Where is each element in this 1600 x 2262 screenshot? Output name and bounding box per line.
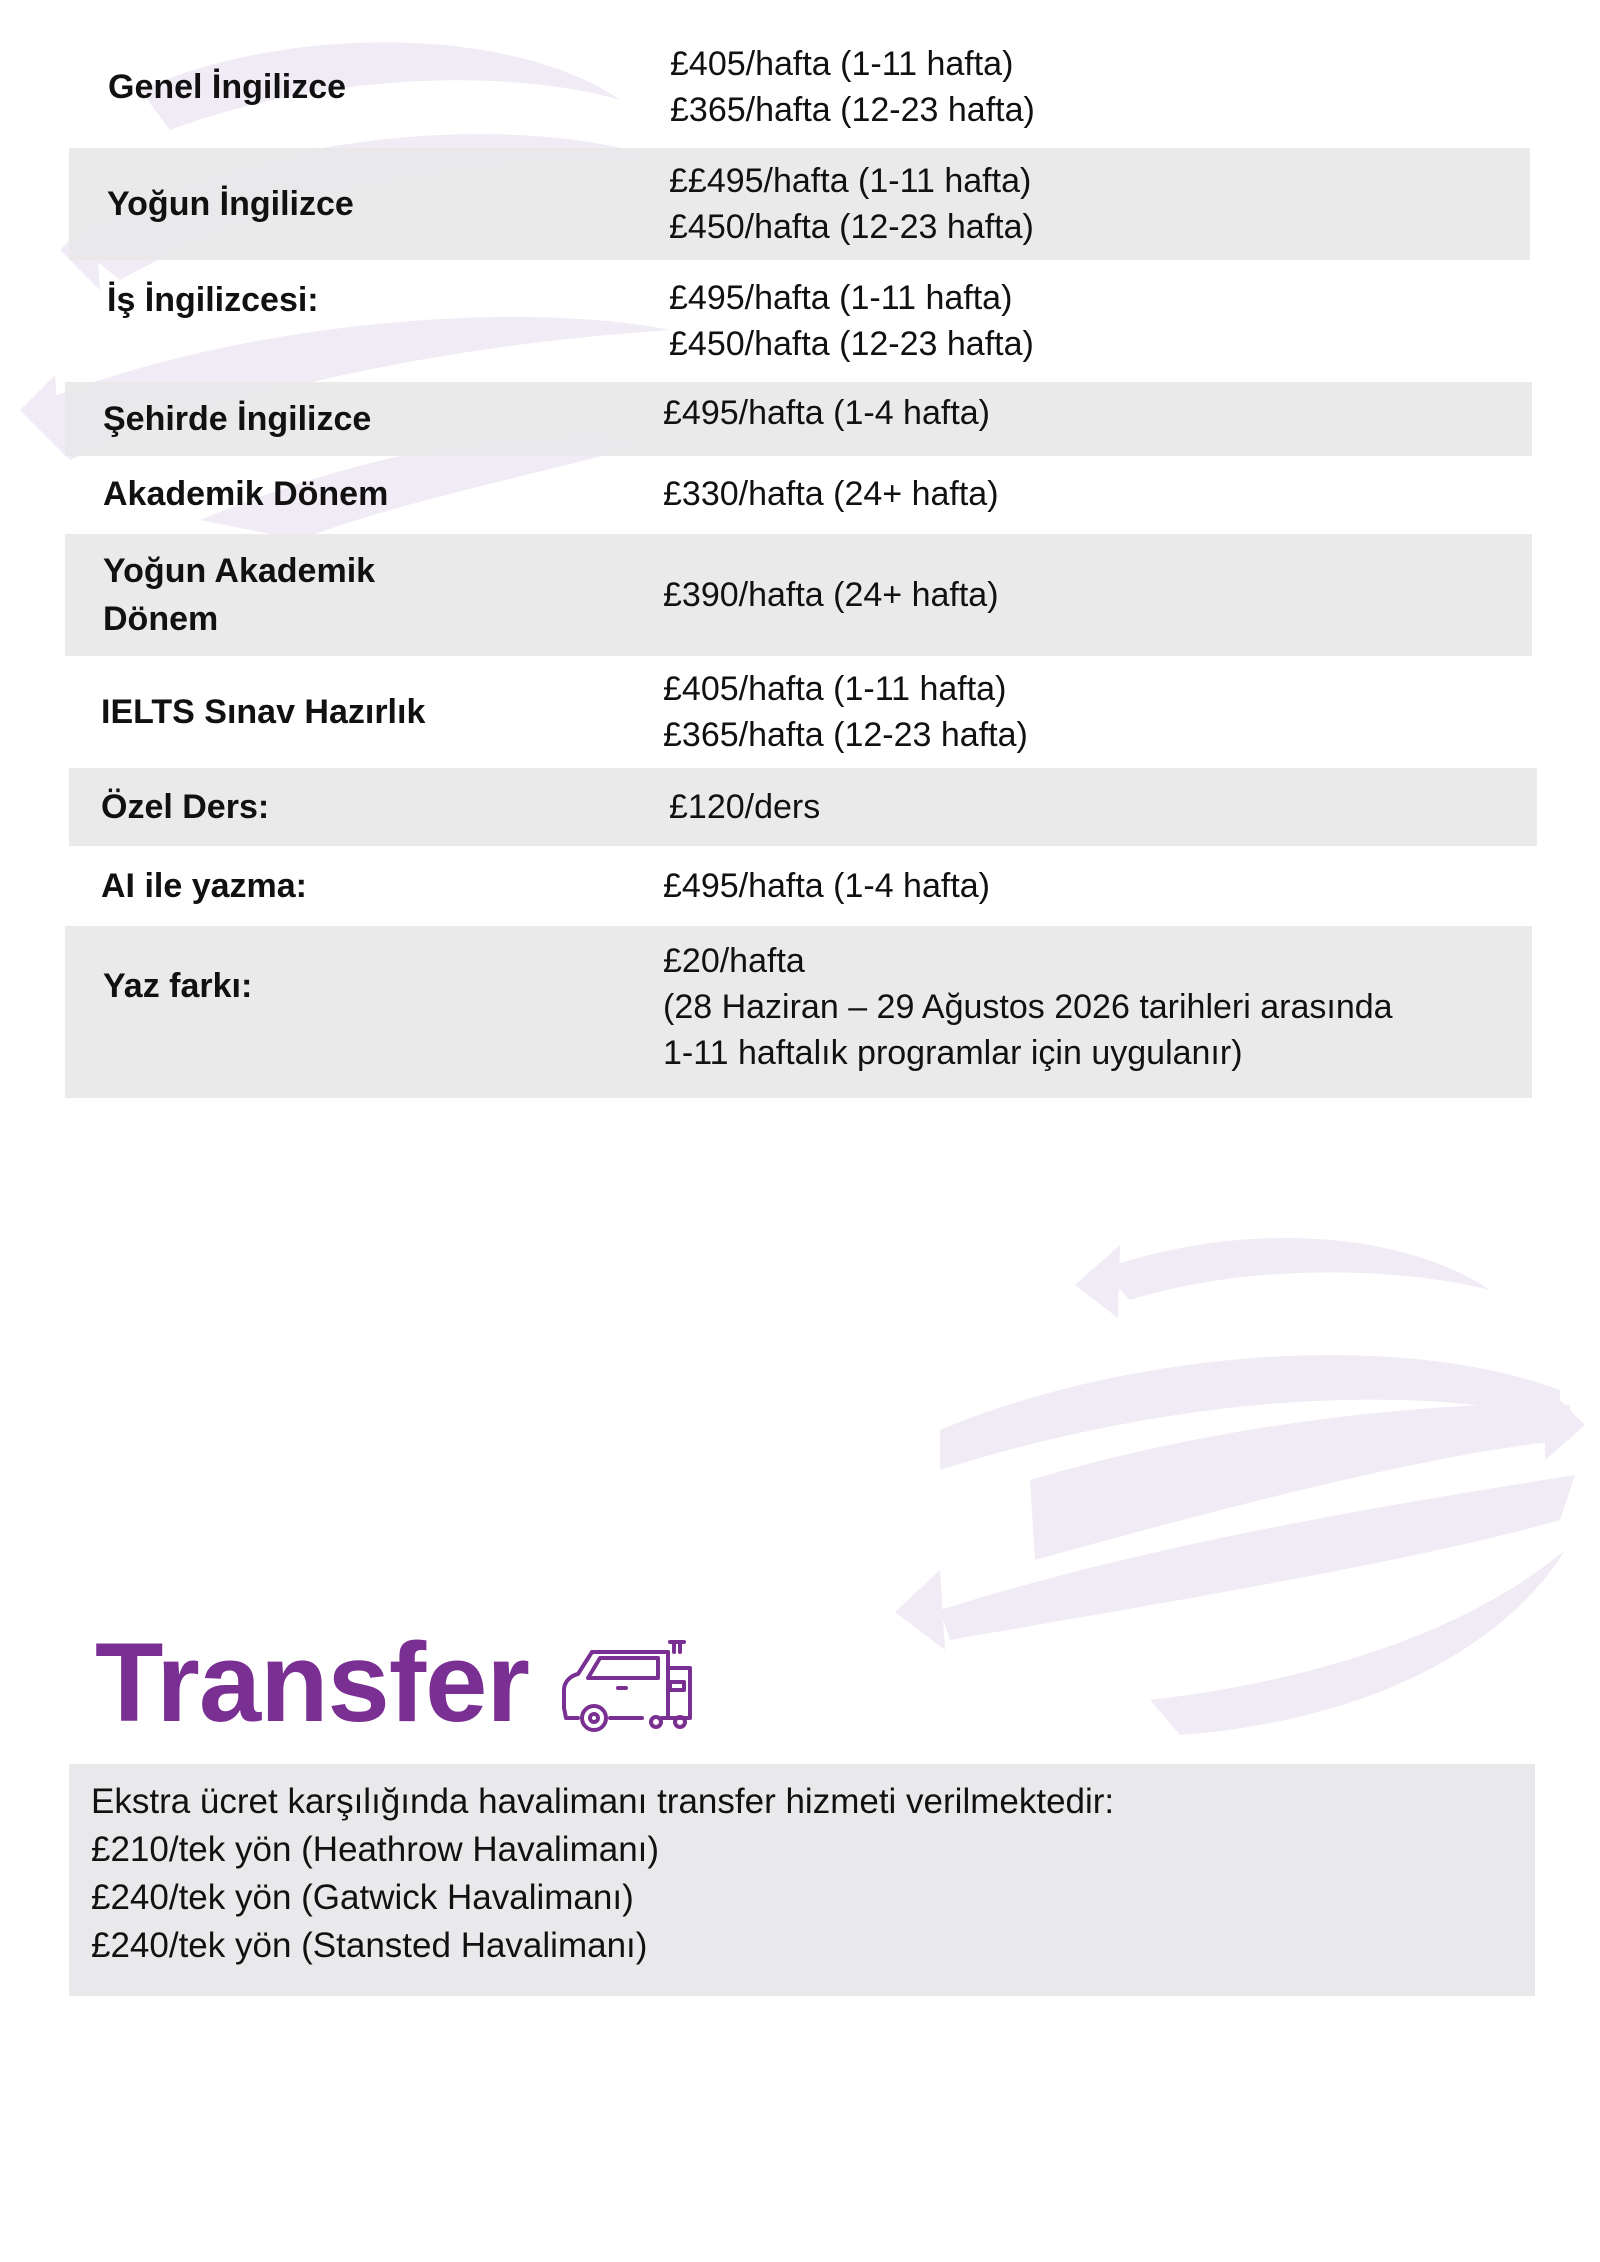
- table-row: [70, 28, 1530, 146]
- transfer-price-gatwick: £240/tek yön (Gatwick Havalimanı): [91, 1878, 634, 1917]
- table-row: [69, 148, 1530, 260]
- row-value: [663, 938, 1393, 1076]
- table-row: [65, 658, 1532, 766]
- row-label: İş İngilizcesi:: [107, 281, 319, 319]
- value-line: £450/hafta (12-23 hafta): [669, 325, 1034, 363]
- value-line: £450/hafta (12-23 hafta): [669, 208, 1034, 246]
- section-title: Transfer: [95, 1620, 529, 1745]
- transfer-info-box: [69, 1764, 1535, 1996]
- value-line: £405/hafta (1-11 hafta): [670, 45, 1014, 83]
- row-label: Yaz farkı:: [103, 967, 253, 1005]
- table-row: [65, 382, 1532, 456]
- row-value: [670, 41, 1035, 133]
- value-line: £20/hafta: [663, 942, 805, 980]
- row-label: AI ile yazma:: [101, 867, 307, 905]
- transfer-price-heathrow: £210/tek yön (Heathrow Havalimanı): [91, 1830, 660, 1869]
- table-row: [65, 926, 1532, 1098]
- row-label: Yoğun İngilizce: [107, 185, 354, 223]
- value-line: £330/hafta (24+ hafta): [663, 475, 999, 513]
- table-row: [65, 848, 1532, 924]
- value-line: £365/hafta (12-23 hafta): [663, 716, 1028, 754]
- row-label: IELTS Sınav Hazırlık: [101, 693, 426, 731]
- row-value: [663, 666, 1028, 758]
- value-line: (28 Haziran – 29 Ağustos 2026 tarihleri arasında: [663, 988, 1393, 1026]
- value-line: ££495/hafta (1-11 hafta): [669, 162, 1032, 200]
- van-icon: [558, 1638, 698, 1734]
- row-value: [663, 863, 990, 909]
- row-label: Akademik Dönem: [103, 475, 389, 513]
- value-line: £495/hafta (1-11 hafta): [669, 279, 1013, 317]
- transfer-price-stansted: £240/tek yön (Stansted Havalimanı): [91, 1926, 648, 1965]
- value-line: £405/hafta (1-11 hafta): [663, 670, 1007, 708]
- value-line: 1-11 haftalık programlar için uygulanır): [663, 1034, 1243, 1072]
- row-label: Özel Ders:: [101, 788, 270, 826]
- row-label: Şehirde İngilizce: [103, 400, 372, 438]
- row-value: [669, 275, 1034, 367]
- row-label: Genel İngilizce: [108, 68, 347, 106]
- row-value: [663, 572, 999, 618]
- row-value: [663, 471, 999, 517]
- table-row: [65, 534, 1532, 656]
- value-line: £495/hafta (1-4 hafta): [663, 867, 991, 905]
- table-row: [69, 262, 1530, 380]
- row-value: [669, 784, 820, 830]
- value-line: £120/ders: [669, 788, 821, 826]
- row-label: [103, 547, 443, 643]
- value-line: £390/hafta (24+ hafta): [663, 576, 999, 614]
- row-value: [669, 158, 1034, 250]
- value-line: £365/hafta (12-23 hafta): [670, 91, 1035, 129]
- transfer-intro: Ekstra ücret karşılığında havalimanı transfer hizmeti verilmektedir:: [91, 1782, 1115, 1821]
- label-line: Yoğun Akademik: [103, 552, 376, 590]
- table-row: [65, 456, 1532, 532]
- value-line: £495/hafta (1-4 hafta): [663, 394, 991, 432]
- label-line: Dönem: [103, 600, 219, 638]
- row-value: [663, 390, 990, 436]
- table-row: [69, 768, 1537, 846]
